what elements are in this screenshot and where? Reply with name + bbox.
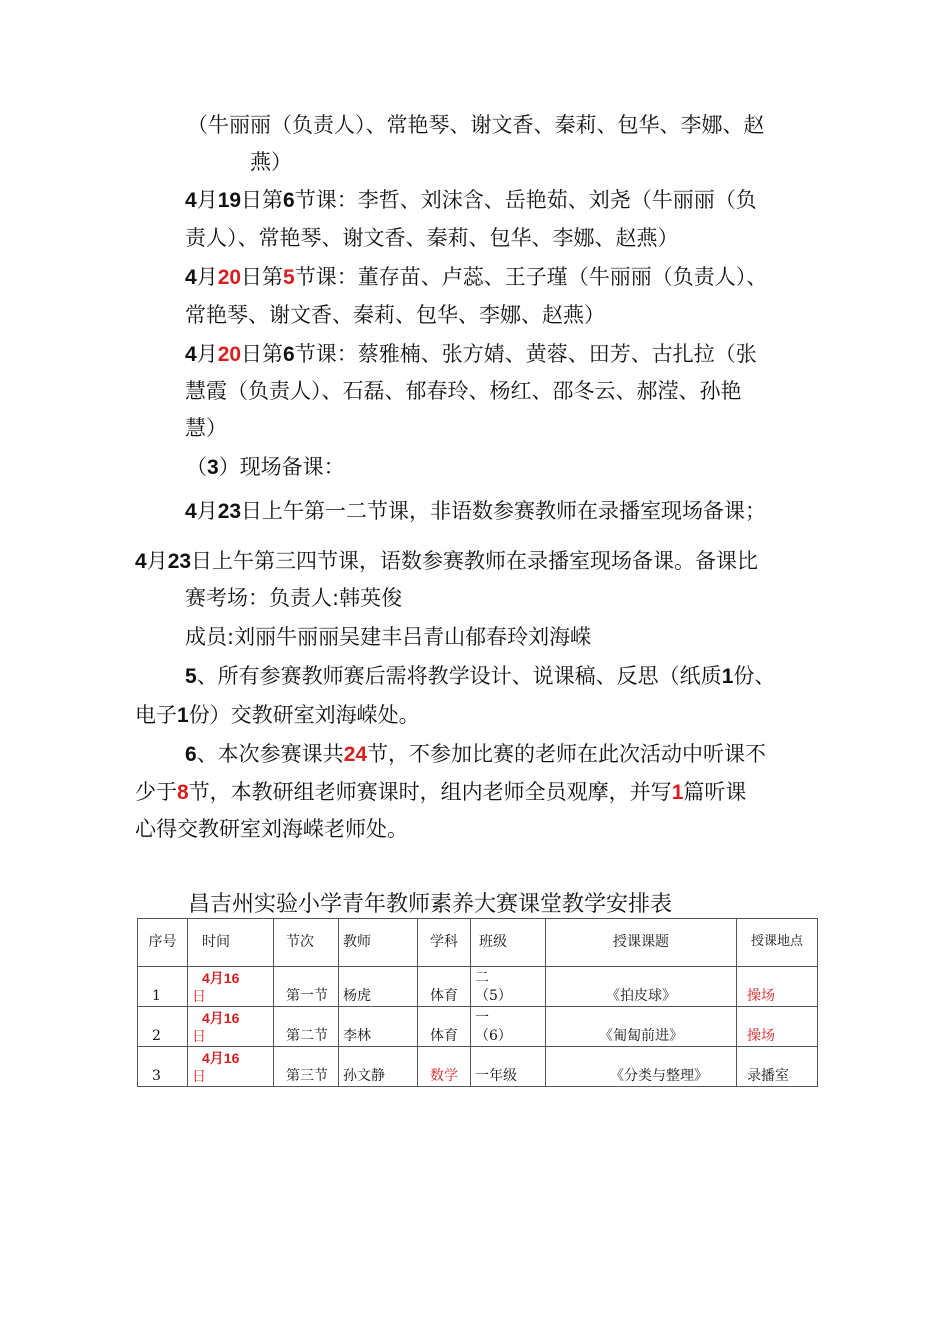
row-teacher: 李林 [339,1007,418,1047]
row-number: 3 [138,1047,188,1087]
day-text: 日第 [241,342,284,366]
month-char: 月 [196,188,218,212]
text-line-6: 常艳琴、谢文香、秦莉、包华、李娜、赵燕） [185,303,605,327]
row-date [188,967,274,1007]
section-number: 3 [207,456,219,479]
date-line-1: 4月16 [202,970,240,986]
item-number: 5 [185,665,197,688]
essay-count: 1 [671,781,684,804]
text-line-17 [185,740,766,769]
row-place: 录播室 [737,1047,818,1087]
row-topic: 《匍匐前进》 [546,1007,737,1047]
prep-text: 日上午第三四节课，语数参赛教师在录播室现场备课。备课比 [191,549,759,573]
row-number: 1 [138,967,188,1007]
table-row [138,1047,818,1087]
day-number: 23 [217,500,242,523]
text-line-12 [135,547,758,576]
row-period: 第三节 [274,1047,339,1087]
text-line-11 [185,497,766,526]
text-line-13: 赛考场：负责人:韩英俊 [185,586,403,610]
class-grade: 一年级 [475,1068,517,1084]
month-char: 月 [196,342,218,366]
prep-text: 日上午第一二节课，非语数参赛教师在录播室现场备课； [241,499,767,523]
period-number: 5 [283,266,295,289]
header-cell: 班级 [471,919,546,967]
day-number: 20 [217,343,242,366]
class-grade: 一 [475,1010,489,1026]
text-line-1: （牛丽丽（负责人）、常艳琴、谢文香、秦莉、包华、李娜、赵 [187,113,765,137]
table-title: 昌吉州实验小学青年教师素养大赛课堂教学安排表 [188,892,673,917]
item-text: 少于 [135,780,177,804]
text-line-5 [185,263,767,292]
month-number: 4 [185,266,197,289]
date-line-1: 4月16 [202,1010,240,1026]
item-text-end: 份、 [733,664,776,688]
day-text: 日第 [241,265,284,289]
copy-count: 1 [177,704,189,727]
header-cell: 授课地点 [737,919,818,967]
section-heading [186,453,345,482]
text-line-4: 责人）、常艳琴、谢文香、秦莉、包华、李娜、赵燕） [185,226,679,250]
month-char: 月 [146,549,168,573]
table-row [138,967,818,1007]
row-teacher: 孙文静 [339,1047,418,1087]
item-text: 电子 [135,703,177,727]
names-text: 节课：蔡雅楠、张方婧、黄蓉、田芳、古扎拉（张 [294,342,757,366]
month-number: 4 [185,189,197,212]
text-line-9: 慧） [185,416,227,440]
day-text: 日第 [241,188,284,212]
class-section: （6） [475,1028,512,1044]
header-cell: 学科 [418,919,471,967]
row-period: 第二节 [274,1007,339,1047]
row-subject: 数学 [418,1047,471,1087]
row-class [471,967,546,1007]
schedule-table [137,918,818,1087]
row-number: 2 [138,1007,188,1047]
date-line-2: 日 [192,988,206,1004]
text-line-2: 燕） [250,150,292,174]
row-place: 操场 [737,967,818,1007]
table-row [138,1007,818,1047]
header-cell: 教师 [339,919,418,967]
day-number: 20 [217,266,242,289]
item-text-end: 篇听课 [683,780,747,804]
names-text: 节课：董存苗、卢蕊、王子瑾（牛丽丽（负责人）、 [294,265,768,289]
period-number: 6 [283,343,295,366]
text-line-18 [135,778,746,807]
row-subject: 体育 [418,1007,471,1047]
header-cell: 时间 [188,919,274,967]
date-line-1: 4月16 [202,1050,240,1066]
min-lessons: 8 [177,781,189,804]
paren-open: （ [186,455,207,479]
row-subject: 体育 [418,967,471,1007]
item-number: 6 [185,743,197,766]
section-title: ）现场备课： [218,455,345,479]
row-period: 第一节 [274,967,339,1007]
row-class [471,1047,546,1087]
month-char: 月 [196,499,218,523]
month-char: 月 [196,265,218,289]
text-line-15 [185,662,775,691]
item-text-end: 份）交教研室刘海嵘处。 [188,703,420,727]
text-line-8: 慧霞（负责人）、石磊、郁春玲、杨红、邵冬云、郝滢、孙艳 [185,379,742,403]
total-lessons: 24 [343,743,368,766]
text-line-7 [185,340,757,369]
header-cell: 序号 [138,919,188,967]
date-line-2: 日 [192,1028,206,1044]
row-teacher: 杨虎 [339,967,418,1007]
day-number: 23 [167,550,192,573]
table-header-row [138,919,818,967]
row-date [188,1047,274,1087]
header-cell: 授课课题 [546,919,737,967]
copy-count: 1 [721,665,734,688]
class-grade: 二 [475,970,489,986]
class-section: （5） [475,988,512,1004]
date-line-2: 日 [192,1068,206,1084]
text-line-14: 成员:刘丽牛丽丽吴建丰吕青山郁春玲刘海嵘 [185,625,592,649]
month-number: 4 [135,550,147,573]
text-line-19: 心得交教研室刘海嵘老师处。 [135,817,408,841]
row-date [188,1007,274,1047]
names-text: 节课：李哲、刘沫含、岳艳茹、刘尧（牛丽丽（负 [294,188,757,212]
row-topic: 《拍皮球》 [546,967,737,1007]
item-text: 、所有参赛教师赛后需将教学设计、说课稿、反思（纸质 [196,664,722,688]
item-text-mid: 节，本教研组老师赛课时，组内老师全员观摩，并写 [188,780,672,804]
item-text-end: 节，不参加比赛的老师在此次活动中听课不 [367,742,767,766]
row-class [471,1007,546,1047]
header-cell: 节次 [274,919,339,967]
item-text: 、本次参赛课共 [196,742,344,766]
day-number: 19 [217,189,242,212]
month-number: 4 [185,343,197,366]
text-line-3 [185,186,757,215]
month-number: 4 [185,500,197,523]
row-topic: 《分类与整理》 [546,1047,737,1087]
text-line-16 [135,701,420,730]
row-place: 操场 [737,1007,818,1047]
period-number: 6 [283,189,295,212]
